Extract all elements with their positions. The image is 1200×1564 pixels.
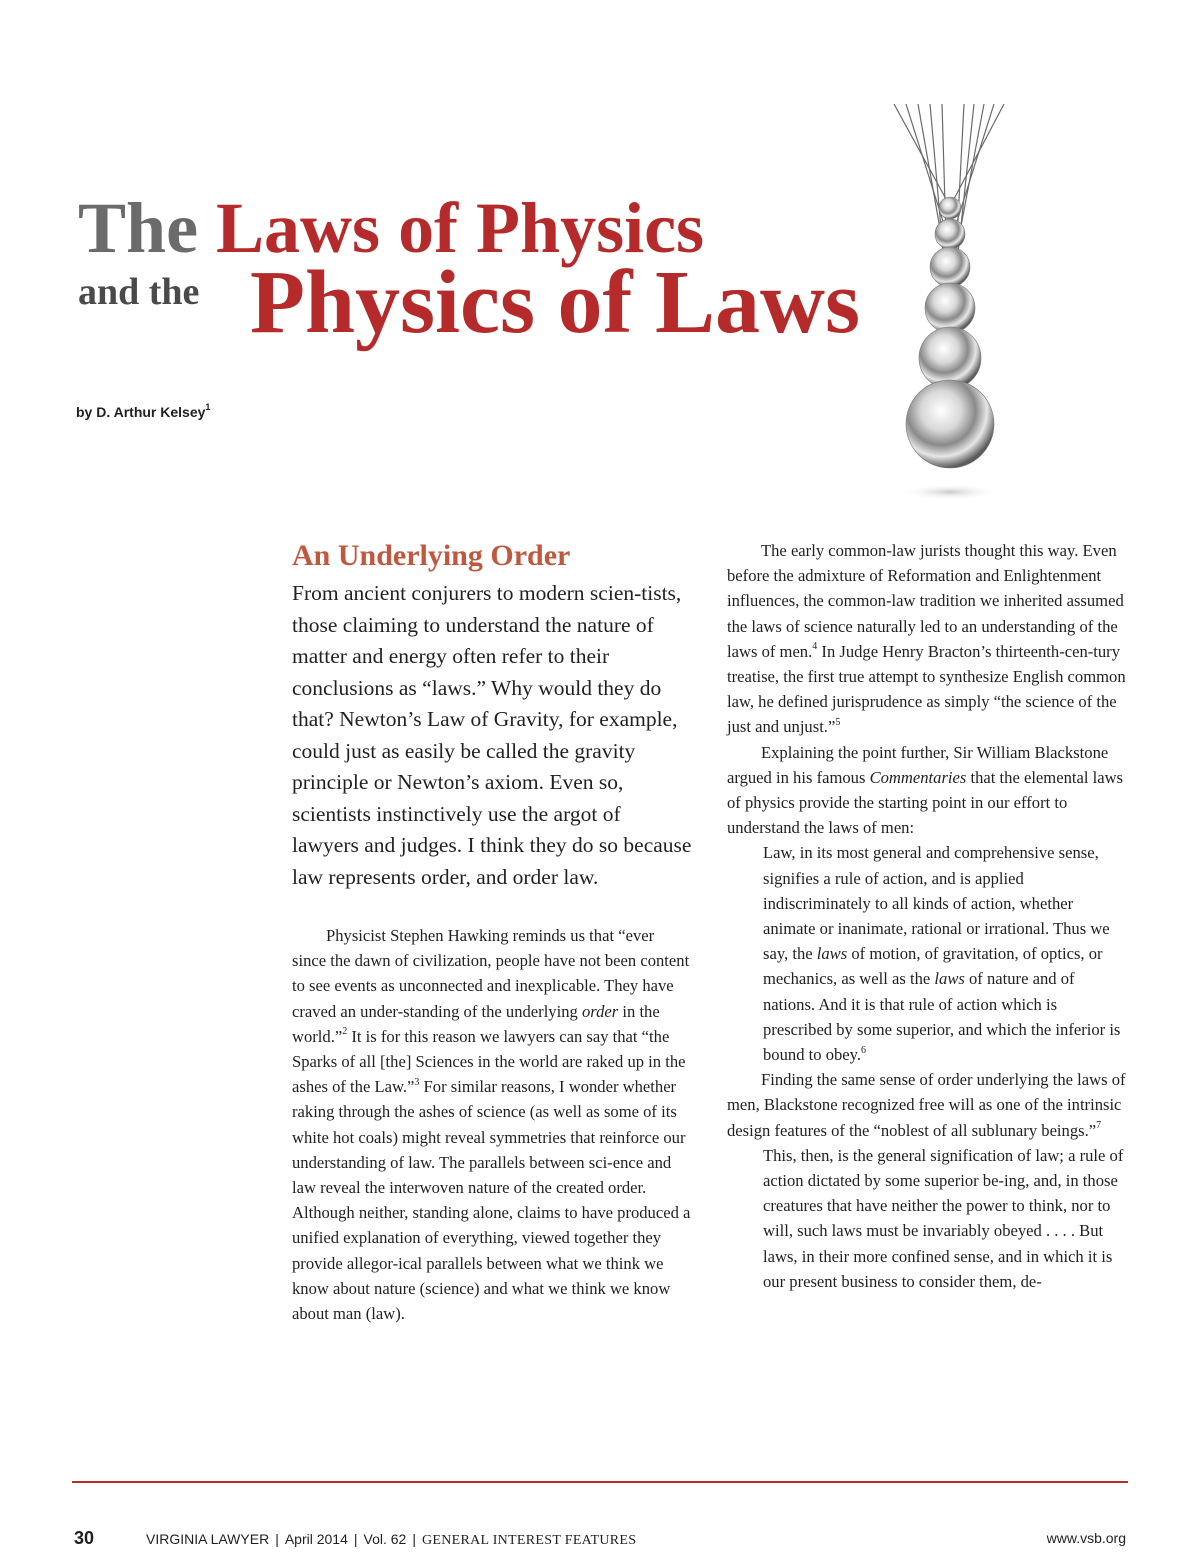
footnote-ref-4: 4: [812, 641, 818, 653]
quote1-text-a: Law, in its most general and comprehensive sense, signifies a rule of action, and is applied indiscriminately to all kinds of action, whether animate or inanimate, rational or irrational. Thus we say, the: [763, 843, 1110, 964]
hawking-text-d: For similar reasons, I wonder whether raking through the ashes of science (as well as some of its white hot coals) might reveal symmetries that reinforce our understanding of law. The parallels between sci-ence and law reveal the interwoven nature of the created order. Although neither, standing alone, claims to have produced a unified explanation of everything, viewed together they provide allegor-ical parallels between what we think we know about nature (science) and what we think we know about man (law).: [292, 1077, 691, 1324]
free-will-text: Finding the same sense of order underlying the laws of men, Blackstone recognized free will as one of the intrinsic design features of the “noblest of all sublunary beings.”: [727, 1070, 1126, 1140]
common-law-text-b: In Judge Henry Bracton’s thirteenth-cen-tury treatise, the first true attempt to synthesize English common law, he defined jurisprudence as simply “the science of the just and unjust.”: [727, 641, 1126, 737]
byline-footnote: 1: [205, 402, 211, 413]
title-and-the: and the: [78, 271, 200, 313]
block-quote-2: This, then, is the general signification of law; a rule of action dictated by some superior be-ing, and, in those creatures that have neither the power to think, nor to will, such laws must be invariably obeyed . . . . But laws, in their more confined sense, and in which it is our present business to consider them, de-: [763, 1145, 1124, 1291]
hawking-text-c: It is for this reason we lawyers can say that “the Sparks of all [the] Sciences in the world are raked up in the ashes of the Law.”: [292, 1026, 686, 1097]
publication-name: VIRGINIA LAWYER: [146, 1531, 270, 1547]
right-column: [727, 538, 1127, 1294]
commentaries-title: Commentaries: [869, 767, 967, 787]
section-heading: An Underlying Order: [292, 539, 571, 572]
quote1-text-b: of motion, of gravitation, of optics, or mechanics, as well as the: [763, 944, 1103, 989]
common-law-text-a: The early common-law jurists thought this way. Even before the admixture of Reformation and Enlightenment influences, the common-law tradition we inherited assumed the laws of science naturally led to an understanding of the laws of men.: [727, 541, 1124, 661]
newtons-cradle-pendulum-icon: [880, 104, 1020, 504]
section-label: GENERAL INTEREST FEATURES: [421, 1533, 637, 1548]
title-physics-of-laws: Physics of Laws: [250, 253, 861, 352]
title-laws-of-physics: Laws of Physics: [216, 188, 705, 268]
block-quote-1: [763, 840, 1127, 1067]
quote1-text-c: of nature and of nations. And it is that rule of action which is prescribed by some superior, and which the inferior is bound to obey.: [763, 969, 1121, 1065]
paragraph-blackstone: [727, 740, 1127, 841]
paragraph-free-will: [727, 1067, 1127, 1143]
hawking-emphasis-order: order: [581, 1001, 619, 1021]
paragraph-hawking: [292, 923, 692, 1326]
lead-paragraph: From ancient conjurers to modern scien-tists, those claiming to understand the nature of matter and energy often refer to their conclusions as “laws.” Why would they do that? Newton’s Law of Gravity, for example, could just as easily be called the gravity principle or Newton’s axiom. Even so, scientists instinctively use the argot of lawyers and judges. I think they do so because law represents order, and order law.: [292, 581, 692, 889]
hawking-text-b: in the world.”: [292, 1001, 660, 1046]
blackstone-text-b: that the elemental laws of physics provide the starting point in our effort to understand the laws of men:: [727, 767, 1124, 838]
article-title: [78, 188, 898, 368]
quote1-emphasis-laws-2: laws: [934, 969, 965, 989]
page-number: 30: [74, 1528, 95, 1548]
quote1-emphasis-laws-1: laws: [816, 944, 848, 964]
footnote-ref-2: 2: [342, 1026, 348, 1038]
footnote-ref-3: 3: [414, 1076, 420, 1088]
footnote-ref-5: 5: [835, 716, 841, 728]
website-url[interactable]: www.vsb.org: [1046, 1530, 1126, 1546]
paragraph-common-law: [727, 538, 1127, 740]
footnote-ref-6: 6: [861, 1044, 867, 1056]
blackstone-text-a: Explaining the point further, Sir William Blackstone argued in his famous: [727, 742, 1109, 787]
left-column: [292, 538, 692, 1326]
footnote-ref-7: 7: [1096, 1120, 1102, 1132]
hawking-text-a: Physicist Stephen Hawking reminds us that “ever since the dawn of civilization, people have not been content to see events as unconnected and inexplicable. They have craved an under-standing of the underlying: [292, 926, 690, 1021]
byline-text: by D. Arthur Kelsey: [76, 404, 206, 420]
issue-date: April 2014: [284, 1531, 348, 1547]
footer-publication-info: VIRGINIA LAWYER | April 2014 | Vol. 62 | GENERAL INTEREST FEATURES: [146, 1531, 637, 1548]
title-the: The: [78, 188, 199, 268]
byline: [76, 404, 210, 420]
footer-divider: [72, 1481, 1128, 1483]
volume: Vol. 62: [363, 1531, 407, 1547]
